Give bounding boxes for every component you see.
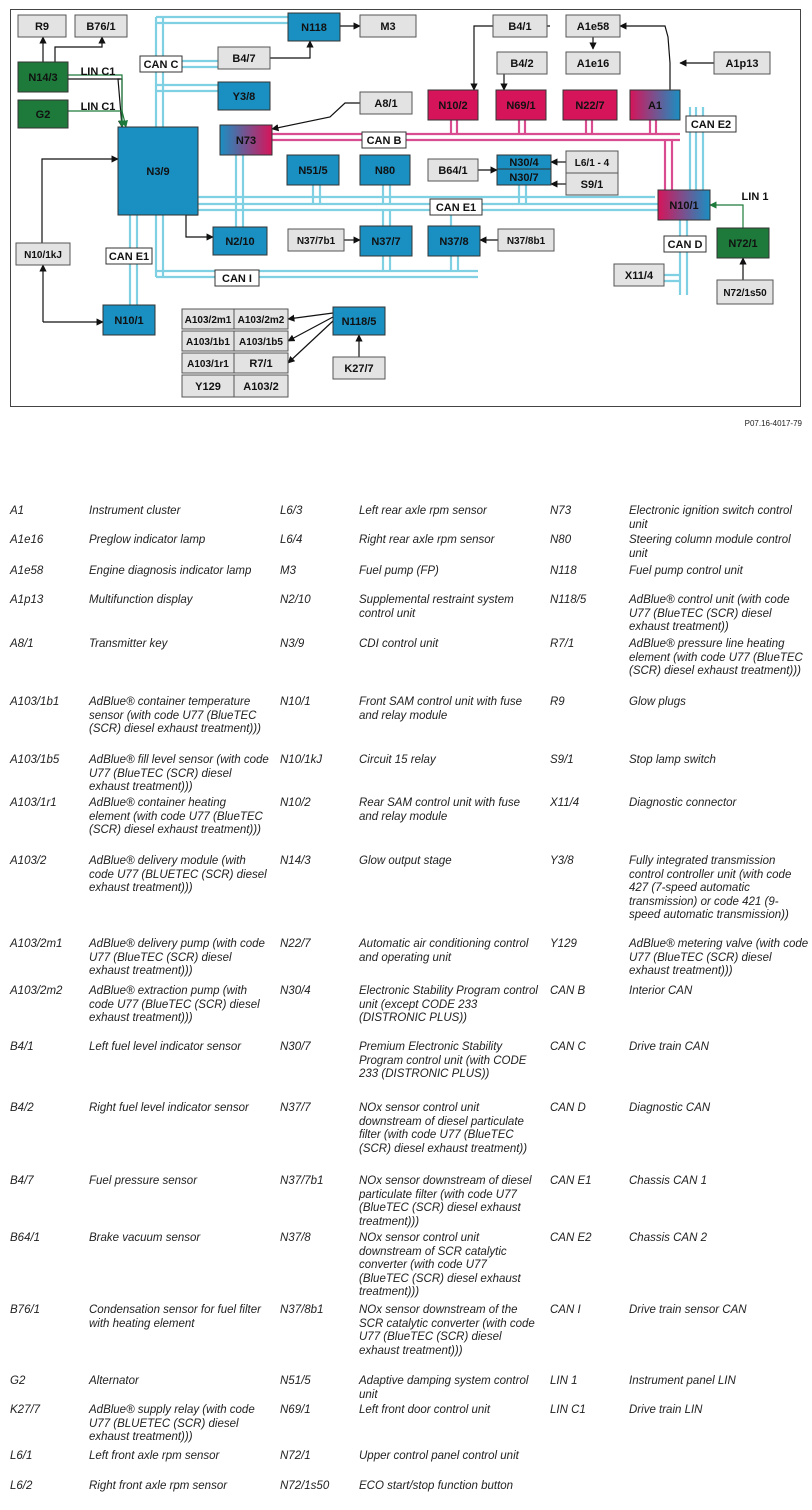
legend-description: Right fuel level indicator sensor <box>89 1102 249 1114</box>
legend-description: AdBlue® supply relay (with code U77 (BLUETEC (SCR) diesel exhaust treatment))) <box>89 1404 255 1443</box>
legend-code: A103/1b5 <box>10 754 60 766</box>
legend-code: L6/1 <box>10 1450 33 1462</box>
block-a103-1b1 <box>182 331 234 351</box>
legend-description: Glow plugs <box>629 696 686 708</box>
legend-description: Rear SAM control unit with fuse and relay module <box>359 797 521 823</box>
block-lin-1 <box>742 191 769 203</box>
block-label: R9 <box>34 21 50 33</box>
legend-code: N72/1 <box>280 1450 311 1462</box>
legend-description: Drive train LIN <box>629 1404 703 1416</box>
legend-code: N69/1 <box>280 1404 311 1416</box>
lin-wire <box>710 205 743 228</box>
block-label: B4/2 <box>510 58 534 70</box>
block-label: A103/1b1 <box>186 337 230 348</box>
legend-description: Brake vacuum sensor <box>89 1232 201 1244</box>
block-label: N72/1s50 <box>723 288 767 299</box>
legend-code: A103/1b1 <box>10 696 60 708</box>
block-label: N3/9 <box>146 166 170 178</box>
block-label: N2/10 <box>225 236 255 248</box>
legend-description: Transmitter key <box>89 638 168 650</box>
legend-description: Electronic ignition switch control unit <box>629 505 792 531</box>
block-label: A1e58 <box>576 21 610 33</box>
legend-description: Fuel pressure sensor <box>89 1175 198 1187</box>
block-label: A103/2 <box>243 381 279 393</box>
legend-code: N3/9 <box>280 638 305 650</box>
legend-description: Stop lamp switch <box>629 754 716 766</box>
block-label: A103/1b5 <box>239 337 283 348</box>
legend-code: G2 <box>10 1375 26 1387</box>
block-a1e16 <box>566 52 620 74</box>
legend-description: AdBlue® pressure line heating element (with code U77 (BlueTEC (SCR) diesel exhaust treatment))) <box>629 638 803 677</box>
block-n10-2 <box>428 90 478 120</box>
block-label: A103/1r1 <box>187 359 229 370</box>
legend-description: Front SAM control unit with fuse and relay module <box>359 696 522 722</box>
block-label: G2 <box>35 109 51 121</box>
legend-description: NOx sensor control unit downstream of SCR catalytic converter (with code U77 (BlueTEC (SCR) diesel exhaust treatment))) <box>359 1232 521 1298</box>
legend-code: CAN E2 <box>550 1232 592 1244</box>
legend-description: Fuel pump (FP) <box>359 565 439 577</box>
block-can-d <box>664 236 706 252</box>
block-label: LIN C1 <box>80 101 116 113</box>
legend-code: R9 <box>550 696 565 708</box>
legend-code: Y129 <box>550 938 577 950</box>
block-label: N37/8b1 <box>506 236 546 247</box>
block-a103-2m1 <box>182 309 234 329</box>
block-n2-10 <box>213 227 267 255</box>
block-label: N37/8 <box>439 236 469 248</box>
block-label: N10/1 <box>114 315 144 327</box>
legend-description: Premium Electronic Stability Program control unit (with CODE 233 (DISTRONIC PLUS)) <box>359 1041 527 1080</box>
block-a1 <box>630 90 680 120</box>
legend-description: Left front door control unit <box>359 1404 491 1416</box>
block-can-i <box>215 270 259 286</box>
legend-code: A103/1r1 <box>10 797 57 809</box>
block-label: LIN 1 <box>741 191 769 203</box>
block-label: Y129 <box>195 381 221 393</box>
block-n118-5 <box>333 307 385 335</box>
legend-description: Right front axle rpm sensor <box>89 1480 228 1492</box>
legend-code: N118/5 <box>550 594 587 606</box>
legend-description: NOx sensor control unit downstream of diesel particulate filter (with code U77 (BlueTEC (SCR) diesel exhaust treatment)) <box>359 1102 528 1155</box>
wire <box>186 215 213 237</box>
block-b4-2 <box>497 52 547 74</box>
legend-code: B4/2 <box>10 1102 34 1114</box>
wire <box>288 317 333 341</box>
block-can-e1 <box>106 248 152 264</box>
legend-code: N30/7 <box>280 1041 311 1053</box>
block-can-e1 <box>430 199 482 215</box>
network-diagram <box>10 9 801 407</box>
legend-code: M3 <box>280 565 296 577</box>
legend-code: L6/3 <box>280 505 303 517</box>
block-label: L6/1 - 4 <box>574 158 610 169</box>
block-label: N10/2 <box>438 100 468 112</box>
block-label: N118 <box>301 22 327 34</box>
legend-code: A103/2m2 <box>10 985 63 997</box>
block-n30-4 <box>497 155 551 169</box>
block-label: N30/4 <box>509 157 539 169</box>
block-label: CAN B <box>366 135 402 147</box>
legend-description: ECO start/stop function button <box>359 1480 514 1492</box>
legend-code: B64/1 <box>10 1232 41 1244</box>
legend-description: Fully integrated transmission control controller unit (with code 427 (7-speed automatic transmission) or code 421 (9-speed automatic transmission)) <box>629 855 792 921</box>
legend-description: AdBlue® container heating element (with code U77 (BlueTEC (SCR) diesel exhaust treatment))) <box>89 797 263 836</box>
block-a8-1 <box>360 92 412 114</box>
legend-code: K27/7 <box>10 1404 41 1416</box>
block-label: N37/7 <box>371 236 401 248</box>
legend-code: CAN C <box>550 1041 586 1053</box>
block-n37-7 <box>360 226 412 256</box>
block-label: CAN E1 <box>108 251 150 263</box>
lin-wire <box>68 111 126 127</box>
legend-code: N37/7b1 <box>280 1175 324 1187</box>
block-label: S9/1 <box>580 179 604 191</box>
wire <box>42 159 118 243</box>
legend-code: N10/1 <box>280 696 311 708</box>
block-label: CAN E2 <box>690 119 732 131</box>
block-label: N72/1 <box>728 238 758 250</box>
legend-description: Drive train sensor CAN <box>629 1304 747 1316</box>
wire <box>270 41 310 58</box>
block-label: B64/1 <box>438 165 468 177</box>
block-x11-4 <box>614 264 664 286</box>
legend-description: Condensation sensor for fuel filter with heating element <box>89 1304 261 1330</box>
block-n37-8b1 <box>498 229 554 251</box>
block-l6-1-4 <box>566 151 618 173</box>
block-label: N10/1kJ <box>24 250 62 261</box>
legend-code: S9/1 <box>550 754 574 766</box>
block-a1e58 <box>566 15 620 37</box>
block-a103-1r1 <box>182 353 234 373</box>
legend-description: NOx sensor downstream of diesel particulate filter (with code U77 (BlueTEC (SCR) diesel exhaust treatment))) <box>359 1175 532 1228</box>
legend-description: Preglow indicator lamp <box>89 534 206 546</box>
block-b4-1 <box>493 15 547 37</box>
block-n72-1s50 <box>717 280 773 304</box>
legend-description: Left front axle rpm sensor <box>89 1450 220 1462</box>
legend-code: N37/8 <box>280 1232 311 1244</box>
legend-description: Automatic air conditioning control and operating unit <box>359 938 529 964</box>
block-label: A1e16 <box>576 58 610 70</box>
legend-code: A103/2 <box>10 855 47 867</box>
legend-description: Steering column module control unit <box>629 534 791 560</box>
legend-code: L6/2 <box>10 1480 33 1492</box>
block-n10-1kj <box>16 243 70 265</box>
legend-code: B4/7 <box>10 1175 34 1187</box>
legend-code: N14/3 <box>280 855 311 867</box>
legend-code: N118 <box>550 565 577 577</box>
legend-code: N2/10 <box>280 594 311 606</box>
block-b76-1 <box>75 15 127 37</box>
legend-description: AdBlue® metering valve (with code U77 (BlueTEC (SCR) diesel exhaust treatment))) <box>629 938 809 977</box>
legend-description: AdBlue® control unit (with code U77 (BlueTEC (SCR) diesel exhaust treatment)) <box>629 594 790 633</box>
legend-description: Circuit 15 relay <box>359 754 436 766</box>
block-n118 <box>288 13 340 41</box>
block-n73 <box>220 125 272 155</box>
block-label: A103/2m2 <box>237 315 285 326</box>
legend-description: Chassis CAN 1 <box>629 1175 707 1187</box>
legend-code: CAN B <box>550 985 586 997</box>
block-n37-8 <box>428 226 480 256</box>
wire <box>288 313 333 319</box>
block-label: CAN C <box>143 59 179 71</box>
legend-description: Interior CAN <box>629 985 693 997</box>
legend-description: Left fuel level indicator sensor <box>89 1041 242 1053</box>
legend-description: Upper control panel control unit <box>359 1450 519 1462</box>
block-label: M3 <box>380 21 396 33</box>
block-k27-7 <box>333 357 385 379</box>
block-label: N51/5 <box>298 165 328 177</box>
block-r7-1 <box>234 353 288 373</box>
block-can-e2 <box>686 116 736 132</box>
block-n10-1 <box>103 305 155 335</box>
legend-description: AdBlue® container temperature sensor (with code U77 (BlueTEC (SCR) diesel exhaust treatment))) <box>89 696 261 735</box>
legend-code: CAN I <box>550 1304 581 1316</box>
block-label: X11/4 <box>624 270 654 282</box>
block-label: R7/1 <box>249 358 273 370</box>
block-y129 <box>182 375 234 397</box>
legend-code: B76/1 <box>10 1304 41 1316</box>
block-a103-1b5 <box>234 331 288 351</box>
legend-description: Supplemental restraint system control unit <box>359 594 514 620</box>
legend-code: N72/1s50 <box>280 1480 330 1492</box>
legend-description: Diagnostic CAN <box>629 1102 711 1114</box>
legend-description: Electronic Stability Program control unit (except CODE 233 (DISTRONIC PLUS)) <box>359 985 538 1024</box>
block-label: CAN I <box>222 273 252 285</box>
legend-code: Y3/8 <box>550 855 574 867</box>
legend-code: LIN 1 <box>550 1375 578 1387</box>
legend-code: A1p13 <box>10 594 44 606</box>
block-b4-7 <box>218 47 270 69</box>
block-lin-c1 <box>81 66 116 78</box>
legend-description: Diagnostic connector <box>629 797 737 809</box>
legend-description: Left rear axle rpm sensor <box>359 505 487 517</box>
legend-code: A1e58 <box>10 565 44 577</box>
legend-code: A1e16 <box>10 534 44 546</box>
legend-description: Multifunction display <box>89 594 193 606</box>
legend-code: CAN D <box>550 1102 586 1114</box>
wire <box>272 103 360 129</box>
block-r9 <box>18 15 66 37</box>
block-label: N73 <box>235 135 257 147</box>
block-can-c <box>140 56 182 72</box>
legend-description: AdBlue® extraction pump (with code U77 (BlueTEC (SCR) diesel exhaust treatment))) <box>89 985 260 1024</box>
block-label: LIN C1 <box>80 66 116 78</box>
legend-code: N30/4 <box>280 985 311 997</box>
block-y3-8 <box>218 82 270 110</box>
legend-code: N80 <box>550 534 572 546</box>
wire <box>288 321 333 363</box>
block-n69-1 <box>496 90 546 120</box>
legend-code: N51/5 <box>280 1375 311 1387</box>
legend-description: Instrument panel LIN <box>629 1375 736 1387</box>
legend-description: CDI control unit <box>359 638 439 650</box>
legend-code: N37/7 <box>280 1102 311 1114</box>
legend-description: Drive train CAN <box>629 1041 709 1053</box>
legend-code: A1 <box>10 505 25 517</box>
block-n30-7 <box>497 169 551 185</box>
legend-code: N22/7 <box>280 938 311 950</box>
legend-code: N10/2 <box>280 797 311 809</box>
legend-code: LIN C1 <box>550 1404 586 1416</box>
figure-reference: P07.16-4017-79 <box>744 419 802 428</box>
block-can-b <box>362 132 406 148</box>
block-label: N80 <box>374 165 396 177</box>
block-n37-7b1 <box>288 229 344 251</box>
block-label: N30/7 <box>509 172 539 184</box>
block-m3 <box>360 15 416 37</box>
block-n14-3 <box>18 62 68 92</box>
block-a1p13 <box>714 52 770 74</box>
block-a103-2 <box>234 375 288 397</box>
legend-description: NOx sensor downstream of the SCR catalytic converter (with code U77 (BlueTEC (SCR) diesel exhaust treatment))) <box>359 1304 535 1357</box>
block-label: K27/7 <box>344 363 374 375</box>
block-label: A1 <box>647 100 663 112</box>
block-n22-7 <box>563 90 617 120</box>
legend-code: CAN E1 <box>550 1175 592 1187</box>
legend-description: Glow output stage <box>359 855 452 867</box>
block-label: N22/7 <box>575 100 605 112</box>
block-label: A1p13 <box>725 58 759 70</box>
legend-description: Right rear axle rpm sensor <box>359 534 495 546</box>
legend-code: N73 <box>550 505 572 517</box>
block-label: B76/1 <box>86 21 116 33</box>
block-label: A8/1 <box>374 98 398 110</box>
block-a103-2m2 <box>234 309 288 329</box>
block-n80 <box>360 155 410 185</box>
legend-code: X11/4 <box>550 797 580 809</box>
legend-description: Fuel pump control unit <box>629 565 743 577</box>
block-n51-5 <box>287 155 339 185</box>
block-label: N14/3 <box>28 72 58 84</box>
legend-description: Instrument cluster <box>89 505 181 517</box>
block-s9-1 <box>566 173 618 195</box>
block-label: N10/1 <box>669 200 699 212</box>
block-label: B4/1 <box>508 21 532 33</box>
legend-description: Alternator <box>89 1375 139 1387</box>
legend-code: N10/1kJ <box>280 754 323 766</box>
block-n72-1 <box>717 228 769 258</box>
block-label: N69/1 <box>506 100 536 112</box>
legend-code: A8/1 <box>10 638 34 650</box>
block-label: B4/7 <box>232 53 256 65</box>
block-n3-9 <box>118 127 198 215</box>
legend-description: Adaptive damping system control unit <box>359 1375 529 1401</box>
legend-code: L6/4 <box>280 534 303 546</box>
legend-description: Chassis CAN 2 <box>629 1232 707 1244</box>
wire <box>55 37 102 62</box>
legend-description: AdBlue® fill level sensor (with code U77 (BlueTEC (SCR) diesel exhaust treatment))) <box>89 754 269 793</box>
legend-description: AdBlue® delivery pump (with code U77 (BlueTEC (SCR) diesel exhaust treatment))) <box>89 938 265 977</box>
block-label: N37/7b1 <box>296 236 336 247</box>
block-g2 <box>18 100 68 128</box>
wire <box>620 26 670 90</box>
block-label: CAN D <box>667 239 703 251</box>
block-label: Y3/8 <box>232 91 256 103</box>
legend-description: Engine diagnosis indicator lamp <box>89 565 252 577</box>
block-lin-c1 <box>81 101 116 113</box>
legend-code: A103/2m1 <box>10 938 63 950</box>
block-b64-1 <box>428 159 478 181</box>
legend-code: N37/8b1 <box>280 1304 324 1316</box>
block-n10-1 <box>658 190 710 220</box>
legend-description: AdBlue® delivery module (with code U77 (BLUETEC (SCR) diesel exhaust treatment))) <box>89 855 267 894</box>
block-label: N118/5 <box>341 316 377 328</box>
legend-code: B4/1 <box>10 1041 34 1053</box>
legend-code: R7/1 <box>550 638 575 650</box>
block-label: CAN E1 <box>435 202 477 214</box>
block-label: A103/2m1 <box>184 315 232 326</box>
